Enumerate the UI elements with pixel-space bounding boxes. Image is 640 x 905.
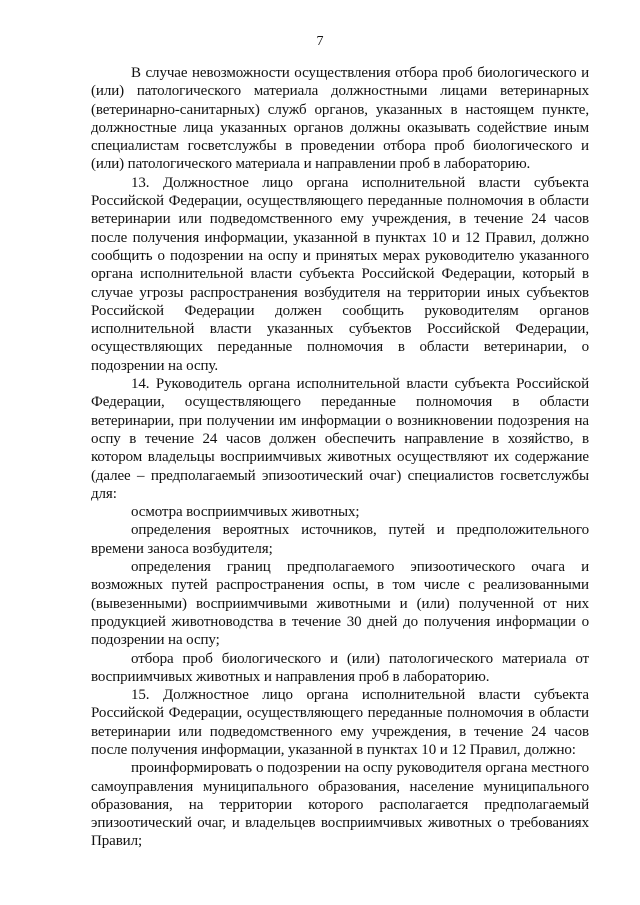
page-number: 7: [316, 34, 324, 49]
list-item-sources: определения вероятных источников, путей и предположительного времени заноса возбудителя;: [91, 522, 589, 557]
paragraph-item-13: 13. Должностное лицо органа исполнительной власти субъекта Российской Федерации, осуществляющего переданные полномочия в области ветеринарии или подведомственного ему учреждения, в течение 24 часов после получения информации, указанной в пунктах 10 и 12 Правил, должно сообщить о подозрении на оспу и принятых мерах руководителю указанного органа исполнительной власти субъекта Российской Федерации, который в случае угрозы распространения возбудителя на территории иных субъектов Российской Федерации должен сообщить руководителям органов исполнительной власти указанных субъектов Российской Федерации, осуществляющих переданные полномочия в области ветеринарии, о подозрении на оспу.: [91, 174, 589, 374]
list-item-boundaries: определения границ предполагаемого эпизоотического очага и возможных путей распространения оспы, в том числе с реализованными (вывезенными) восприимчивыми животными и (или) полученной от них продукцией животноводства в течение 30 дней до получения информации о подозрении на оспу;: [91, 559, 589, 649]
list-item-sampling: отбора проб биологического и (или) патологического материала от восприимчивых животных и направления проб в лабораторию.: [91, 650, 589, 685]
list-item-inform: проинформировать о подозрении на оспу руководителя органа местного самоуправления муниципального образования, население муниципального образования, на территории которого располагается предполагаемый эпизоотический очаг, и владельцев восприимчивых животных о требованиях Правил;: [91, 760, 589, 850]
paragraph-item-14: 14. Руководитель органа исполнительной власти субъекта Российской Федерации, осуществляющего переданные полномочия в области ветеринарии, при получении им информации о возникновении подозрения на оспу в течение 24 часов должен обеспечить направление в хозяйство, в котором владельцы восприимчивых животных осуществляют их содержание (далее – предполагаемый эпизоотический очаг) специалистов госветслужбы для:: [91, 376, 589, 502]
paragraph-sampling-assistance: В случае невозможности осуществления отбора проб биологического и (или) патологического материала должностными лицами ветеринарных (ветеринарно-санитарных) служб органов, указанных в настоящем пункте, должностные лица указанных органов должны оказывать содействие иным специалистам госветслужбы в проведении отбора проб биологического и (или) патологического материала и направлении проб в лабораторию.: [91, 65, 589, 173]
document-body: [91, 64, 589, 851]
list-item-inspection: осмотра восприимчивых животных;: [131, 504, 360, 521]
paragraph-item-15: 15. Должностное лицо органа исполнительной власти субъекта Российской Федерации, осуществляющего переданные полномочия в области ветеринарии или подведомственного ему учреждения, в течение 24 часов после получения информации, указанной в пунктах 10 и 12 Правил, должно:: [91, 687, 589, 758]
